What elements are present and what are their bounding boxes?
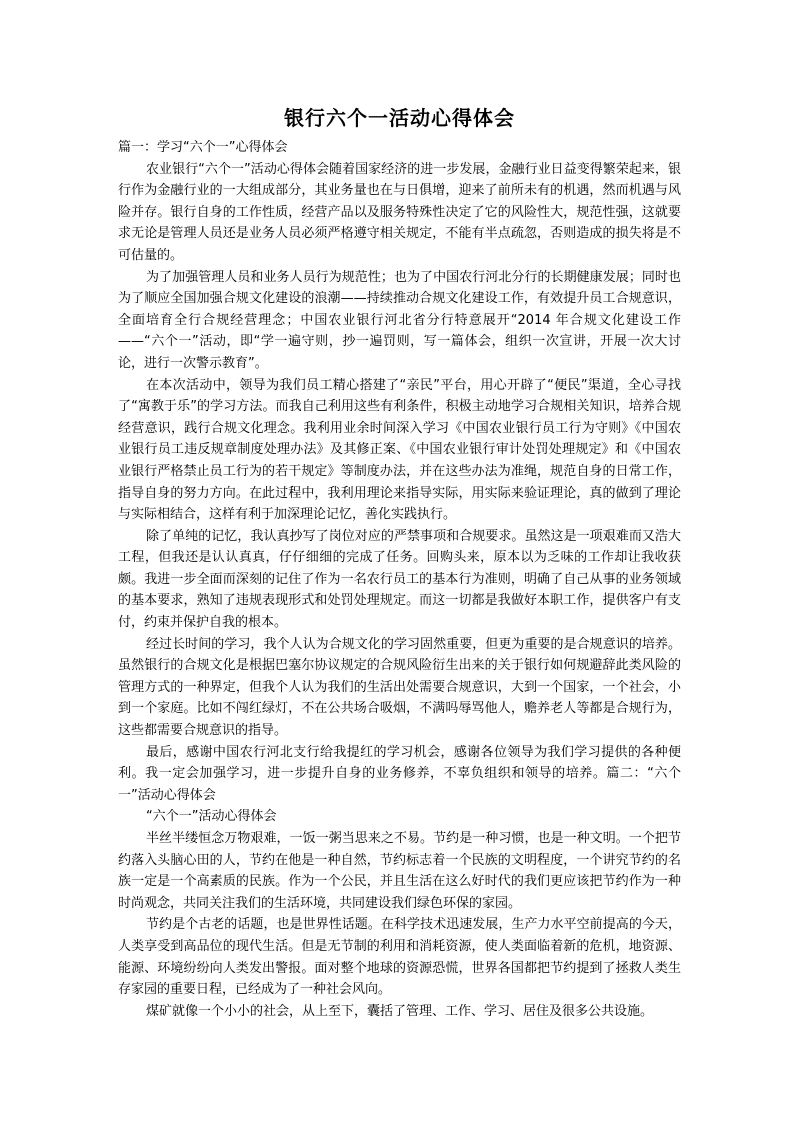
paragraph: 半丝半缕恒念万物艰难，一饭一粥当思来之不易。节约是一种习惯，也是一种文明。一个把节约落入头脑心田的人，节约在他是一种自然，节约标志着一个民族的文明程度，一个讲究节约的名族一定是一个高素质的民族。作为一个公民，并且生活在这么好时代的我们更应该把节约作为一种时尚观念，共同关注我们的生活环境，共同建设我们绿色环保的家园。	[118, 831, 681, 911]
paragraph: 为了加强管理人员和业务人员行为规范性；也为了中国农行河北分行的长期健康发展；同时也为了顺应全国加强合规文化建设的浪潮——持续推动合规文化建设工作，有效提升员工合规意识，全面培育全行合规经营理念；中国农业银行河北省分行特意展开“2014 年合规文化建设工作——“六个一”活动，即“学一遍守则，抄一遍罚则，写一篇体会，组织一次宣讲，开展一次大讨论，进行一次警示教育”。	[118, 269, 681, 371]
document-body	[118, 137, 681, 1022]
paragraph: 篇一：学习“六个一”心得体会	[118, 140, 288, 155]
paragraph: 节约是个古老的话题，也是世界性话题。在科学技术迅速发展，生产力水平空前提高的今天，人类享受到高品位的现代生活。但是无节制的利用和消耗资源，使人类面临着新的危机，地资源、能源、环境纷纷向人类发出警报。面对整个地球的资源恐慌，世界各国都把节约提到了拯救人类生存家园的重要日程，已经成为了一种社会风向。	[118, 917, 681, 998]
paragraph: 除了单纯的记忆，我认真抄写了岗位对应的严禁事项和合规要求。虽然这是一项艰难而又浩大工程，但我还是认认真真，仔仔细细的完成了任务。回购头来，原本以为乏味的工作却让我收获颇。我进一步全面而深刻的记住了作为一名农行员工的基本行为准则，明确了自己从事的业务领域的基本要求，熟知了违规表现形式和处罚处理规定。而这一切都是我做好本职工作，提供客户有支付，约束并保护自我的根本。	[118, 528, 681, 631]
paragraph: 在本次活动中，领导为我们员工精心搭建了“亲民”平台，用心开辟了“便民”渠道，全心寻找了“寓教于乐”的学习方法。而我自己利用这些有利条件，积极主动地学习合规相关知识，培养合规经营意识，践行合规文化理念。我利用业余时间深入学习《中国农业银行员工行为守则》《中国农业银行员工违反规章制度处理办法》及其修正案、《中国农业银行审计处罚处理规定》和《中国农业银行严格禁止员工行为的若干规定》等制度办法，并在这些办法为准绳，规范自身的日常工作，指导自身的努力方向。在此过程中，我利用理论来指导实际，用实际来验证理论，真的做到了理论与实际相结合，这样有利于加深理论记忆，善化实践执行。	[118, 377, 681, 523]
paragraph: 农业银行“六个一”活动心得体会随着国家经济的进一步发展，金融行业日益变得繁荣起来，银行作为金融行业的一大组成部分，其业务量也在与日俱增，迎来了前所未有的机遇，然而机遇与风险并存。银行自身的工作性质，经营产品以及服务特殊性决定了它的风险性大，规范性强，这就要求无论是管理人员还是业务人员必须严格遵守相关规定，不能有半点疏忽，否则造成的损失将是不可估量的。	[118, 161, 681, 263]
paragraph: 经过长时间的学习，我个人认为合规文化的学习固然重要，但更为重要的是合规意识的培养。虽然银行的合规文化是根据巴塞尔协议规定的合规风险衍生出来的关于银行如何规避辞此类风险的管理方式的一种界定，但我个人认为我们的生活出处需要合规意识，大到一个国家，一个社会，小到一个家庭。比如不闯红绿灯，不在公共场合吸烟，不满吗辱骂他人，赡养老人等都是合规行为，这些都需要合规意识的指导。	[118, 636, 681, 739]
paragraph: 最后，感谢中国农行河北支行给我提红的学习机会，感谢各位领导为我们学习提供的各种便利。我一定会加强学习，进一步提升自身的业务修养，不辜负组织和领导的培养。篇二：“六个一”活动心得体会	[118, 744, 681, 803]
paragraph: 煤矿就像一个小小的社会，从上至下，囊括了管理、工作、学习、居住及很多公共设施。	[146, 1003, 654, 1019]
document-title: 银行六个一活动心得体会	[284, 106, 515, 130]
paragraph: “六个一”活动心得体会	[146, 809, 277, 825]
